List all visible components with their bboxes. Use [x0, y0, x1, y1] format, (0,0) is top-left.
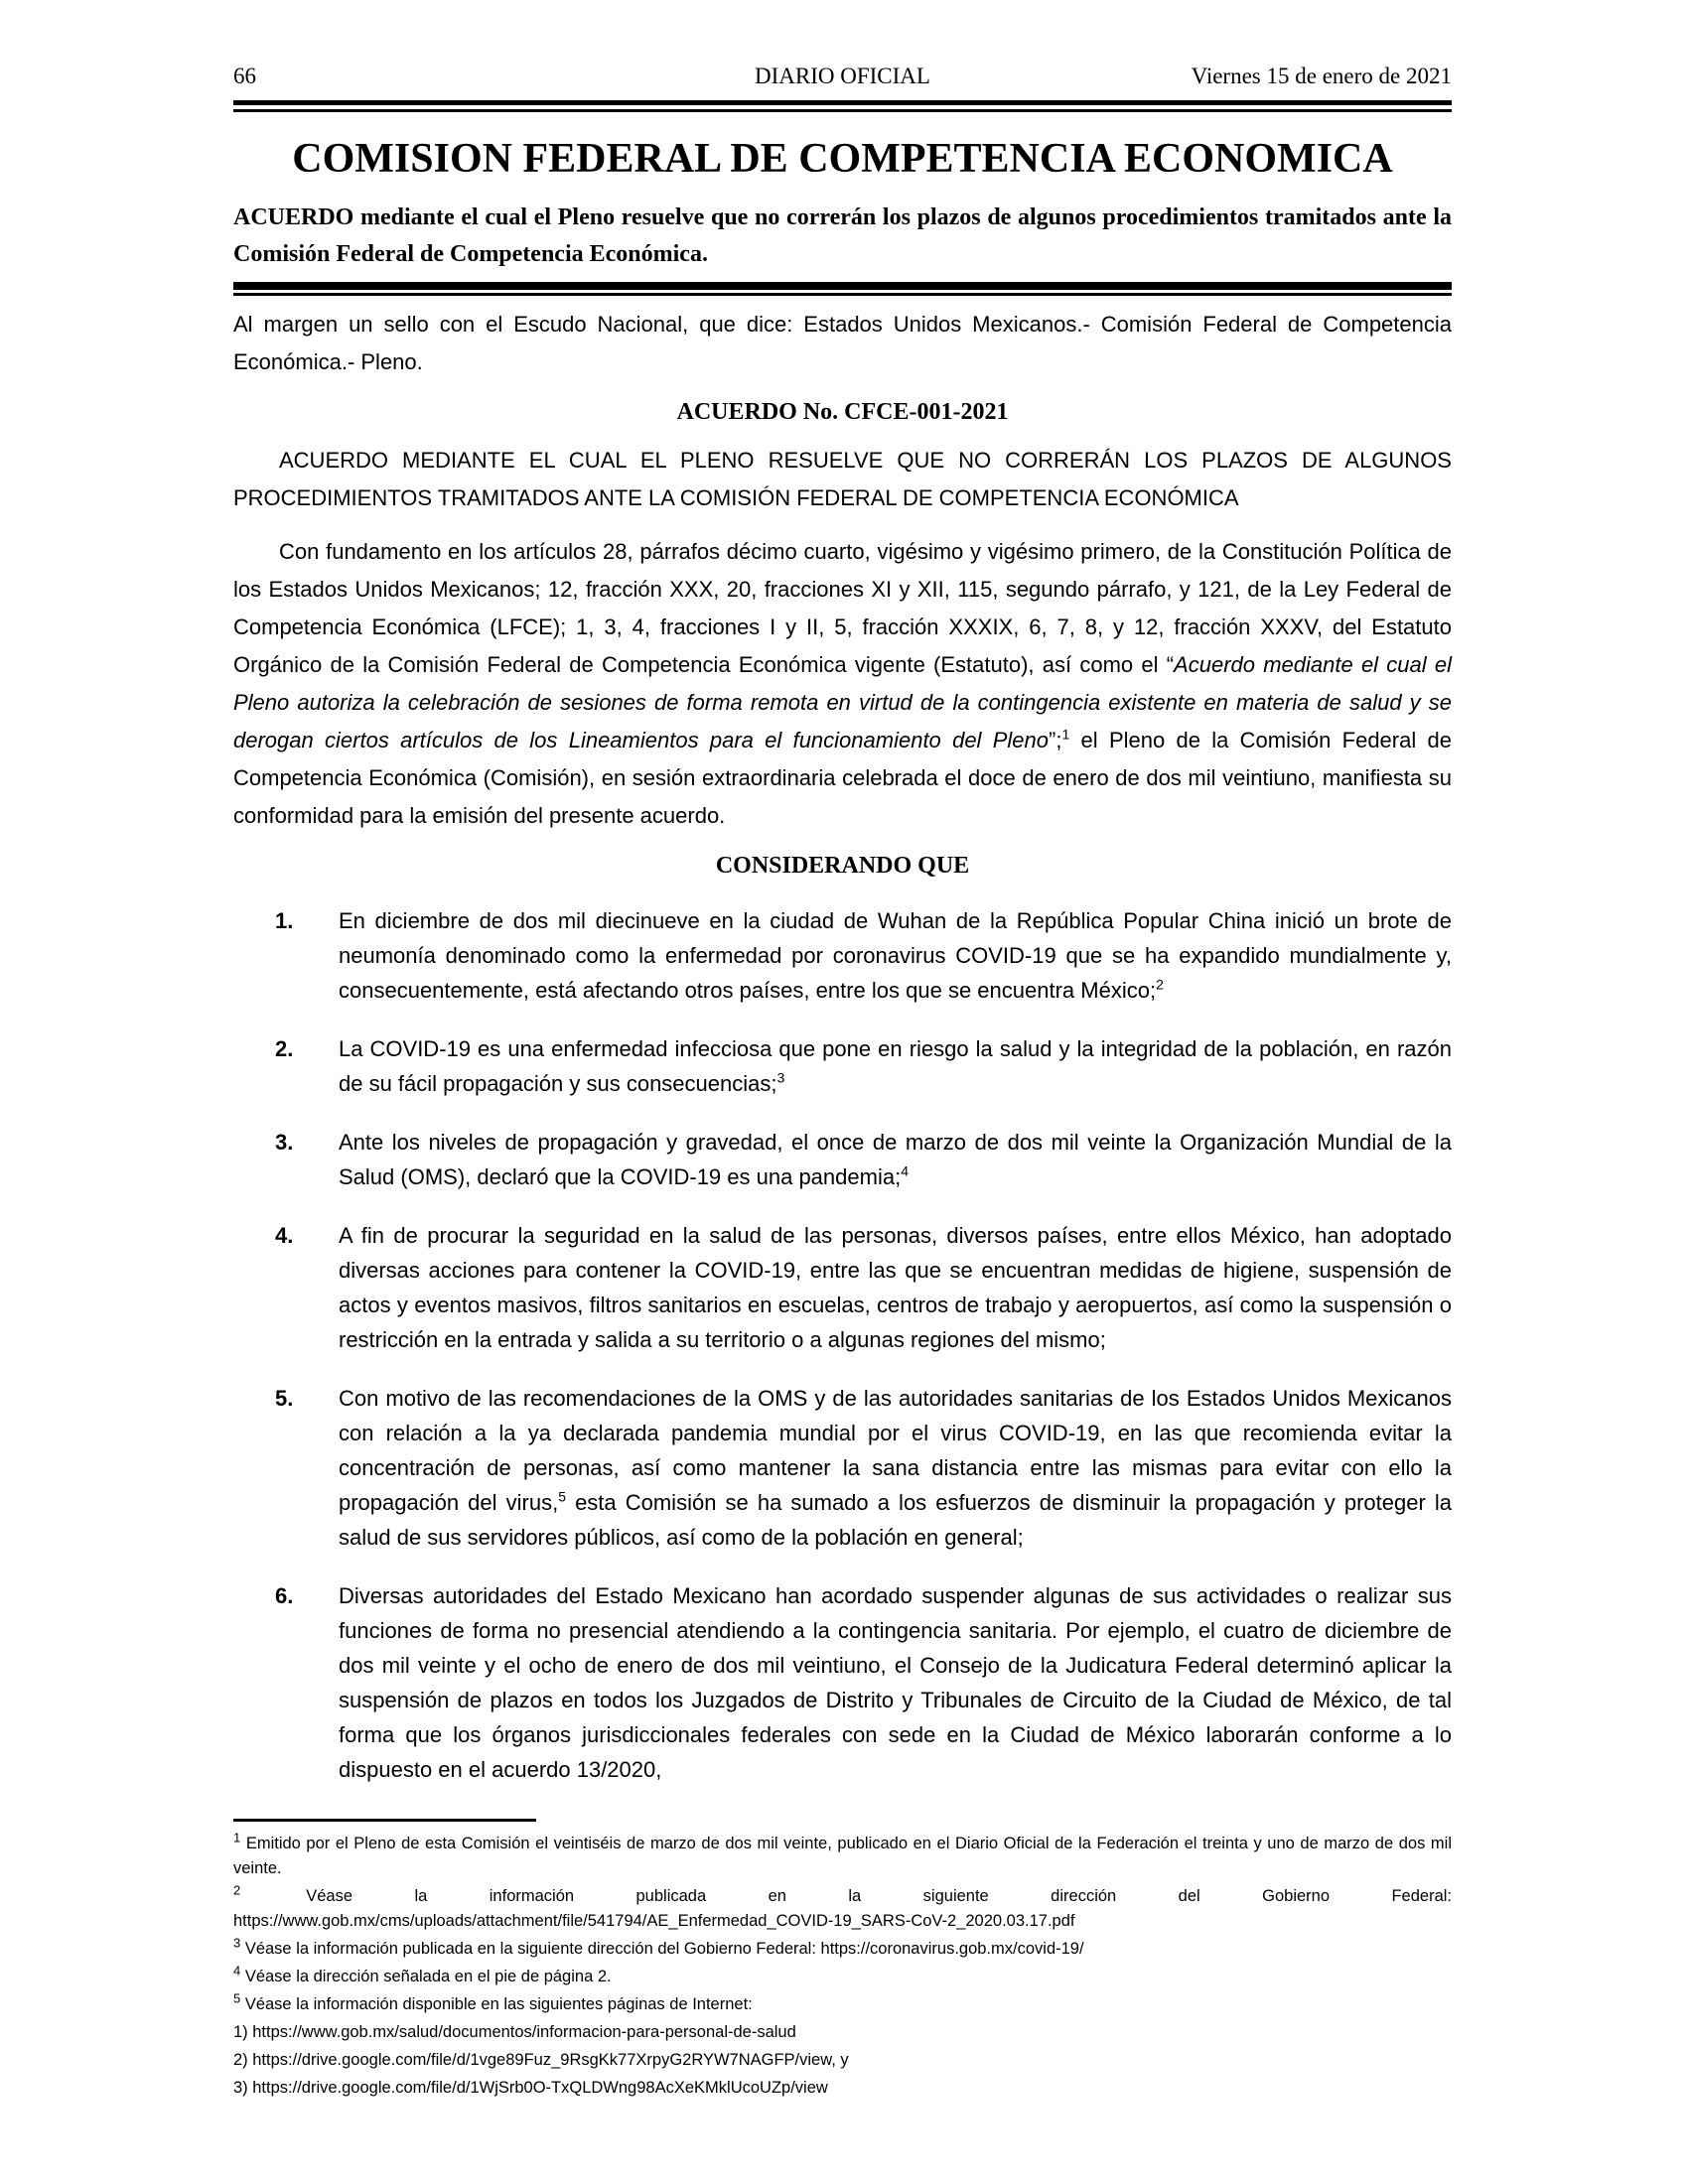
- document-title: COMISION FEDERAL DE COMPETENCIA ECONOMICA: [292, 136, 1393, 182]
- consideration-item-2: [233, 1031, 1452, 1101]
- footnote-5-url-3: 3) https://drive.google.com/file/d/1WjSrb0O-TxQLDWng98AcXeKMklUcoUZp/view: [233, 2079, 828, 2097]
- item-text: En diciembre de dos mil diecinueve en la ciudad de Wuhan de la República Popular China inició un brote de neumonía denominado como la enfermedad por coronavirus COVID-19 que se ha expandido mundialmente y, consecuentemente, está afectando otros países, entre los que se encuentra México;: [339, 908, 1452, 1003]
- footnote-5-url-1: 1) https://www.gob.mx/salud/documentos/informacion-para-personal-de-salud: [233, 2023, 796, 2041]
- footnote-2: [233, 1884, 1452, 1934]
- footnote-3: [233, 1937, 1452, 1962]
- footnote-marker: 5: [233, 1990, 241, 2006]
- page-number: 66: [233, 64, 256, 88]
- item-text: Ante los niveles de propagación y gravedad, el once de marzo de dos mil veinte la Organización Mundial de la Salud (OMS), declaró que la COVID-19 es una pandemia;: [339, 1130, 1452, 1189]
- footnote-ref-5: 5: [558, 1488, 566, 1505]
- footnote-ref-3: 3: [776, 1069, 785, 1086]
- item-number: 4.: [275, 1223, 294, 1248]
- footnote-marker: 2: [233, 1882, 241, 1898]
- consideration-item-3: [233, 1125, 1452, 1194]
- legal-basis-quoted-title: Acuerdo mediante el cual el Pleno autoriza la celebración de sesiones de forma remota en virtud de la contingencia existente en materia de salud y se derogan ciertos artículos de los Lineamientos para el funcionamiento del Pleno: [233, 652, 1453, 752]
- footnote-marker: 1: [233, 1830, 241, 1845]
- footnote-4: [233, 1965, 1452, 1989]
- footnote-ref-2: 2: [1156, 976, 1164, 993]
- item-text: La COVID-19 es una enfermedad infecciosa que pone en riesgo la salud y la integridad de la población, en razón de su fácil propagación y sus consecuencias;: [339, 1036, 1452, 1096]
- consideration-item-5: [233, 1381, 1452, 1555]
- item-number: 5.: [275, 1386, 294, 1411]
- footnote-ref-1: 1: [1061, 726, 1070, 743]
- consideration-item-4: [233, 1218, 1452, 1357]
- header-double-rule: [233, 100, 1452, 112]
- considerations-list: [233, 903, 1452, 1787]
- item-text: Con motivo de las recomendaciones de la OMS y de las autoridades sanitarias de los Estados Unidos Mexicanos con relación a la ya declarada pandemia mundial por el virus COVID-19, en las que recomienda evitar la concentración de personas, así como mantener la sana distancia entre las mismas para evitar con ello la propagación del virus,: [339, 1386, 1452, 1515]
- acuerdo-number-heading: ACUERDO No. CFCE-001-2021: [676, 399, 1009, 425]
- consideration-item-1: [233, 903, 1452, 1008]
- item-number: 3.: [275, 1130, 294, 1155]
- item-number: 6.: [275, 1583, 294, 1608]
- document-summary: ACUERDO mediante el cual el Pleno resuelve que no correrán los plazos de algunos procedimientos tramitados ante la Comisión Federal de Competencia Económica.: [233, 205, 1452, 267]
- legal-basis-run: Con fundamento en los artículos 28, párrafos décimo cuarto, vigésimo y vigésimo primero, de la Constitución Política de los Estados Unidos Mexicanos; 12, fracción XXX, 20, fracciones XI y XII, 115, segundo párrafo, y 121, de la Ley Federal de Competencia Económica (LFCE); 1, 3, 4, fracciones I y II, 5, fracción XXXIX, 6, 7, 8, y 12, fracción XXXV, del Estatuto Orgánico de la Comisión Federal de Competencia Económica vigente (Estatuto), así como el “: [233, 539, 1452, 677]
- footnote-1: [233, 1832, 1452, 1881]
- item-number: 1.: [275, 908, 294, 933]
- summary-thick-rule: [233, 282, 1452, 296]
- footnote-marker: 3: [233, 1935, 241, 1951]
- page-header: [233, 64, 1452, 89]
- footnote-separator: [233, 1819, 536, 1822]
- item-text: A fin de procurar la seguridad en la salud de las personas, diversos países, entre ellos México, han adoptado diversas acciones para contener la COVID-19, entre las que se encuentran medidas de higiene, suspensión de actos y eventos masivos, filtros sanitarios en escuelas, centros de trabajo y aeropuertos, así como la suspensión o restricción en la entrada y salida a su territorio o a algunas regiones del mismo;: [339, 1223, 1452, 1352]
- footnote-5: [233, 1992, 1452, 2017]
- item-number: 2.: [275, 1036, 294, 1061]
- acuerdo-statement-paragraph: ACUERDO MEDIANTE EL CUAL EL PLENO RESUELVE QUE NO CORRERÁN LOS PLAZOS DE ALGUNOS PROCEDIMIENTOS TRAMITADOS ANTE LA COMISIÓN FEDERAL DE COMPETENCIA ECONÓMICA: [233, 448, 1452, 510]
- item-text: esta Comisión se ha sumado a los esfuerzos de disminuir la propagación y proteger la salud de sus servidores públicos, así como de la población en general;: [339, 1490, 1452, 1550]
- publication-name: DIARIO OFICIAL: [755, 64, 930, 88]
- footnote-marker: 4: [233, 1963, 241, 1979]
- issue-date: Viernes 15 de enero de 2021: [1191, 64, 1452, 88]
- footnote-text: Véase la dirección señalada en el pie de página 2.: [244, 1968, 612, 1985]
- footnote-text: Véase la información publicada en la siguiente dirección del Gobierno Federal: https://coronavirus.gob.mx/covid-19/: [244, 1940, 1084, 1958]
- legal-basis-paragraph: [233, 533, 1452, 835]
- consideration-item-6: [233, 1578, 1452, 1787]
- footnote-ref-4: 4: [901, 1162, 909, 1179]
- legal-basis-run: ”;: [1049, 728, 1062, 752]
- footnote-5-url-2: 2) https://drive.google.com/file/d/1vge89Fuz_9RsgKk77XrpyG2RYW7NAGFP/view, y: [233, 2051, 849, 2069]
- footnote-url: https://www.gob.mx/cms/uploads/attachment/file/541794/AE_Enfermedad_COVID-19_SARS-CoV-2_2020.03.17.pdf: [233, 1912, 1075, 1930]
- footnote-text: Véase la información disponible en las siguientes páginas de Internet:: [244, 1995, 753, 2013]
- footnotes-section: [233, 1832, 1452, 2101]
- considerando-heading: CONSIDERANDO QUE: [715, 853, 970, 879]
- al-margen-paragraph: Al margen un sello con el Escudo Nacional, que dice: Estados Unidos Mexicanos.- Comisión Federal de Competencia Económica.- Pleno.: [233, 312, 1452, 374]
- footnote-text: Emitido por el Pleno de esta Comisión el veintiséis de marzo de dos mil veinte, publicado en el Diario Oficial de la Federación el treinta y uno de marzo de dos mil veinte.: [233, 1835, 1452, 1877]
- legal-basis-run: el Pleno de la Comisión Federal de Competencia Económica (Comisión), en sesión extraordinaria celebrada el doce de enero de dos mil veintiuno, manifiesta su conformidad para la emisión del presente acuerdo.: [233, 728, 1453, 828]
- item-text: Diversas autoridades del Estado Mexicano han acordado suspender algunas de sus actividades o realizar sus funciones de forma no presencial atendiendo a la contingencia sanitaria. Por ejemplo, el cuatro de diciembre de dos mil veinte y el ocho de enero de dos mil veintiuno, el Consejo de la Judicatura Federal determinó aplicar la suspensión de plazos en todos los Juzgados de Distrito y Tribunales de Circuito de la Ciudad de México, de tal forma que los órganos jurisdiccionales federales con sede en la Ciudad de México laborarán conforme a lo dispuesto en el acuerdo 13/2020,: [339, 1583, 1452, 1782]
- footnote-text: Véase la información publicada en la siguiente dirección del Gobierno Federal:: [306, 1887, 1452, 1905]
